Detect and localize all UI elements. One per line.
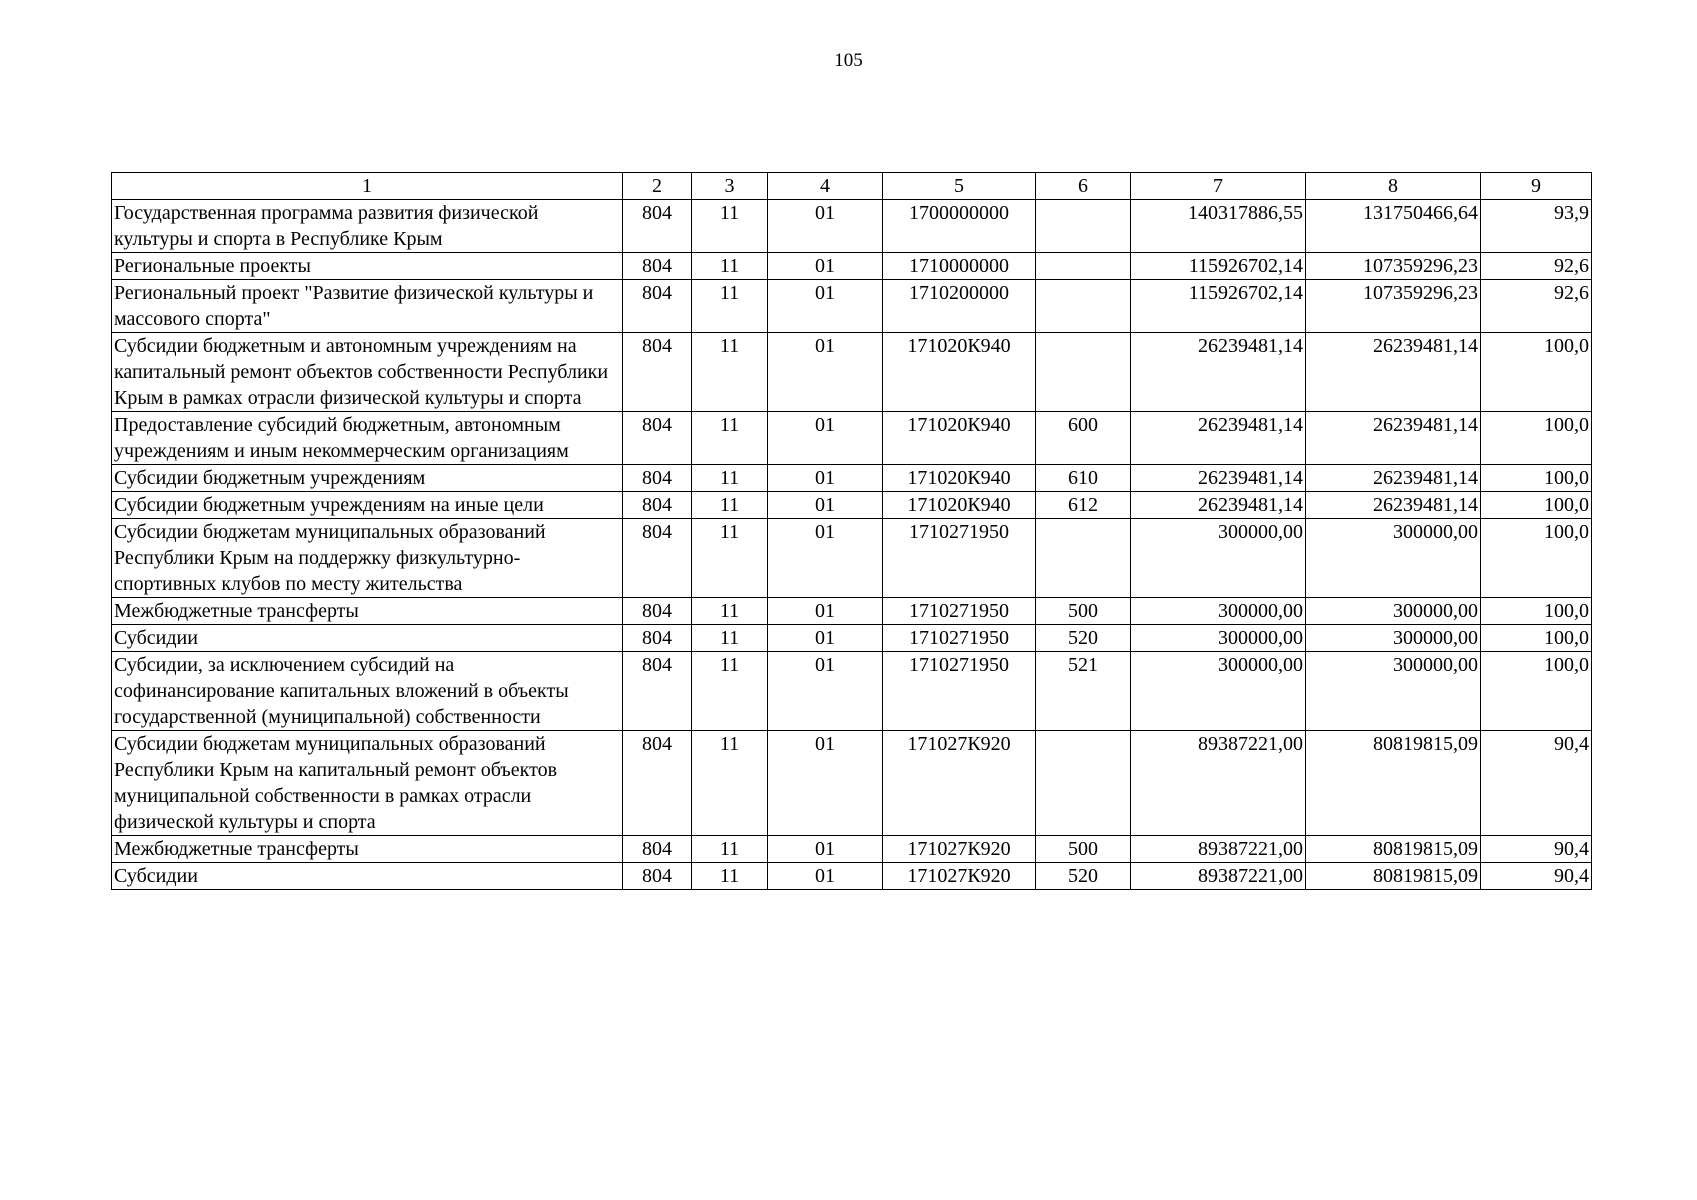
executed-amount-cell: 300000,00 [1306, 652, 1481, 731]
expense-type-cell [1036, 731, 1131, 836]
header-cell: 2 [623, 173, 692, 200]
expense-type-cell [1036, 280, 1131, 333]
expense-type-cell: 610 [1036, 465, 1131, 492]
target-article-cell: 1710271950 [883, 519, 1036, 598]
target-article-cell: 1710200000 [883, 280, 1036, 333]
execution-percent-cell: 100,0 [1481, 519, 1592, 598]
ministry-code-cell: 804 [623, 625, 692, 652]
expense-type-cell: 520 [1036, 625, 1131, 652]
section-code-cell: 11 [692, 333, 768, 412]
section-code-cell: 11 [692, 863, 768, 890]
item-name-cell: Субсидии бюджетам муниципальных образований Республики Крым на поддержку физкультурно-спортивных клубов по месту жительства [112, 519, 623, 598]
executed-amount-cell: 80819815,09 [1306, 731, 1481, 836]
target-article-cell: 171020К940 [883, 412, 1036, 465]
budget-table [111, 172, 1592, 890]
table-row [112, 625, 1592, 652]
expense-type-cell [1036, 519, 1131, 598]
executed-amount-cell: 131750466,64 [1306, 200, 1481, 253]
target-article-cell: 1710271950 [883, 598, 1036, 625]
item-name-cell: Субсидии [112, 863, 623, 890]
executed-amount-cell: 26239481,14 [1306, 333, 1481, 412]
table-row [112, 412, 1592, 465]
ministry-code-cell: 804 [623, 836, 692, 863]
executed-amount-cell: 26239481,14 [1306, 412, 1481, 465]
target-article-cell: 171020К940 [883, 465, 1036, 492]
executed-amount-cell: 26239481,14 [1306, 492, 1481, 519]
ministry-code-cell: 804 [623, 200, 692, 253]
ministry-code-cell: 804 [623, 863, 692, 890]
expense-type-cell: 500 [1036, 836, 1131, 863]
executed-amount-cell: 26239481,14 [1306, 465, 1481, 492]
planned-amount-cell: 300000,00 [1131, 625, 1306, 652]
expense-type-cell [1036, 253, 1131, 280]
execution-percent-cell: 93,9 [1481, 200, 1592, 253]
section-code-cell: 11 [692, 731, 768, 836]
table-row [112, 519, 1592, 598]
table-row [112, 836, 1592, 863]
expense-type-cell: 500 [1036, 598, 1131, 625]
ministry-code-cell: 804 [623, 465, 692, 492]
execution-percent-cell: 100,0 [1481, 333, 1592, 412]
planned-amount-cell: 89387221,00 [1131, 836, 1306, 863]
header-cell: 5 [883, 173, 1036, 200]
subsection-code-cell: 01 [768, 836, 883, 863]
planned-amount-cell: 26239481,14 [1131, 333, 1306, 412]
ministry-code-cell: 804 [623, 253, 692, 280]
header-cell: 6 [1036, 173, 1131, 200]
target-article-cell: 1710000000 [883, 253, 1036, 280]
subsection-code-cell: 01 [768, 731, 883, 836]
subsection-code-cell: 01 [768, 863, 883, 890]
table-row [112, 652, 1592, 731]
execution-percent-cell: 90,4 [1481, 731, 1592, 836]
execution-percent-cell: 100,0 [1481, 625, 1592, 652]
table-row [112, 598, 1592, 625]
target-article-cell: 1710271950 [883, 652, 1036, 731]
expense-type-cell [1036, 333, 1131, 412]
ministry-code-cell: 804 [623, 731, 692, 836]
subsection-code-cell: 01 [768, 333, 883, 412]
item-name-cell: Предоставление субсидий бюджетным, автономным учреждениям и иным некоммерческим организациям [112, 412, 623, 465]
subsection-code-cell: 01 [768, 598, 883, 625]
header-cell: 8 [1306, 173, 1481, 200]
table-row [112, 465, 1592, 492]
execution-percent-cell: 100,0 [1481, 598, 1592, 625]
subsection-code-cell: 01 [768, 280, 883, 333]
item-name-cell: Субсидии бюджетам муниципальных образований Республики Крым на капитальный ремонт объектов муниципальной собственности в рамках отрасли физической культуры и спорта [112, 731, 623, 836]
target-article-cell: 1700000000 [883, 200, 1036, 253]
target-article-cell: 1710271950 [883, 625, 1036, 652]
target-article-cell: 171027К920 [883, 863, 1036, 890]
target-article-cell: 171020К940 [883, 492, 1036, 519]
section-code-cell: 11 [692, 492, 768, 519]
subsection-code-cell: 01 [768, 625, 883, 652]
item-name-cell: Региональный проект "Развитие физической культуры и массового спорта" [112, 280, 623, 333]
subsection-code-cell: 01 [768, 253, 883, 280]
item-name-cell: Субсидии, за исключением субсидий на софинансирование капитальных вложений в объекты государственной (муниципальной) собственности [112, 652, 623, 731]
planned-amount-cell: 115926702,14 [1131, 253, 1306, 280]
execution-percent-cell: 100,0 [1481, 652, 1592, 731]
section-code-cell: 11 [692, 253, 768, 280]
ministry-code-cell: 804 [623, 652, 692, 731]
ministry-code-cell: 804 [623, 333, 692, 412]
planned-amount-cell: 115926702,14 [1131, 280, 1306, 333]
expense-type-cell [1036, 200, 1131, 253]
subsection-code-cell: 01 [768, 412, 883, 465]
execution-percent-cell: 92,6 [1481, 253, 1592, 280]
section-code-cell: 11 [692, 412, 768, 465]
ministry-code-cell: 804 [623, 492, 692, 519]
table-row [112, 863, 1592, 890]
ministry-code-cell: 804 [623, 280, 692, 333]
table-row [112, 333, 1592, 412]
expense-type-cell: 600 [1036, 412, 1131, 465]
table-body [112, 200, 1592, 890]
execution-percent-cell: 90,4 [1481, 863, 1592, 890]
item-name-cell: Региональные проекты [112, 253, 623, 280]
planned-amount-cell: 89387221,00 [1131, 863, 1306, 890]
item-name-cell: Государственная программа развития физической культуры и спорта в Республике Крым [112, 200, 623, 253]
expense-type-cell: 521 [1036, 652, 1131, 731]
item-name-cell: Субсидии бюджетным учреждениям [112, 465, 623, 492]
ministry-code-cell: 804 [623, 598, 692, 625]
section-code-cell: 11 [692, 200, 768, 253]
executed-amount-cell: 107359296,23 [1306, 253, 1481, 280]
execution-percent-cell: 100,0 [1481, 465, 1592, 492]
section-code-cell: 11 [692, 280, 768, 333]
section-code-cell: 11 [692, 836, 768, 863]
planned-amount-cell: 300000,00 [1131, 519, 1306, 598]
section-code-cell: 11 [692, 519, 768, 598]
subsection-code-cell: 01 [768, 652, 883, 731]
item-name-cell: Межбюджетные трансферты [112, 598, 623, 625]
planned-amount-cell: 26239481,14 [1131, 465, 1306, 492]
section-code-cell: 11 [692, 625, 768, 652]
header-cell: 7 [1131, 173, 1306, 200]
subsection-code-cell: 01 [768, 519, 883, 598]
header-cell: 9 [1481, 173, 1592, 200]
executed-amount-cell: 80819815,09 [1306, 836, 1481, 863]
executed-amount-cell: 300000,00 [1306, 519, 1481, 598]
target-article-cell: 171027К920 [883, 836, 1036, 863]
execution-percent-cell: 100,0 [1481, 412, 1592, 465]
expense-type-cell: 520 [1036, 863, 1131, 890]
table-row [112, 280, 1592, 333]
executed-amount-cell: 300000,00 [1306, 625, 1481, 652]
executed-amount-cell: 300000,00 [1306, 598, 1481, 625]
executed-amount-cell: 107359296,23 [1306, 280, 1481, 333]
execution-percent-cell: 92,6 [1481, 280, 1592, 333]
ministry-code-cell: 804 [623, 412, 692, 465]
item-name-cell: Межбюджетные трансферты [112, 836, 623, 863]
planned-amount-cell: 300000,00 [1131, 598, 1306, 625]
ministry-code-cell: 804 [623, 519, 692, 598]
subsection-code-cell: 01 [768, 492, 883, 519]
section-code-cell: 11 [692, 598, 768, 625]
planned-amount-cell: 140317886,55 [1131, 200, 1306, 253]
execution-percent-cell: 90,4 [1481, 836, 1592, 863]
target-article-cell: 171027К920 [883, 731, 1036, 836]
section-code-cell: 11 [692, 465, 768, 492]
table-row [112, 492, 1592, 519]
subsection-code-cell: 01 [768, 200, 883, 253]
table-row [112, 253, 1592, 280]
planned-amount-cell: 89387221,00 [1131, 731, 1306, 836]
subsection-code-cell: 01 [768, 465, 883, 492]
planned-amount-cell: 300000,00 [1131, 652, 1306, 731]
header-row [112, 173, 1592, 200]
item-name-cell: Субсидии [112, 625, 623, 652]
section-code-cell: 11 [692, 652, 768, 731]
table-row [112, 731, 1592, 836]
header-cell: 3 [692, 173, 768, 200]
target-article-cell: 171020К940 [883, 333, 1036, 412]
table-row [112, 200, 1592, 253]
page-number: 105 [834, 50, 863, 71]
item-name-cell: Субсидии бюджетным учреждениям на иные цели [112, 492, 623, 519]
executed-amount-cell: 80819815,09 [1306, 863, 1481, 890]
expense-type-cell: 612 [1036, 492, 1131, 519]
planned-amount-cell: 26239481,14 [1131, 412, 1306, 465]
header-cell: 1 [112, 173, 623, 200]
planned-amount-cell: 26239481,14 [1131, 492, 1306, 519]
header-cell: 4 [768, 173, 883, 200]
execution-percent-cell: 100,0 [1481, 492, 1592, 519]
item-name-cell: Субсидии бюджетным и автономным учреждениям на капитальный ремонт объектов собственности Республики Крым в рамках отрасли физической культуры и спорта [112, 333, 623, 412]
